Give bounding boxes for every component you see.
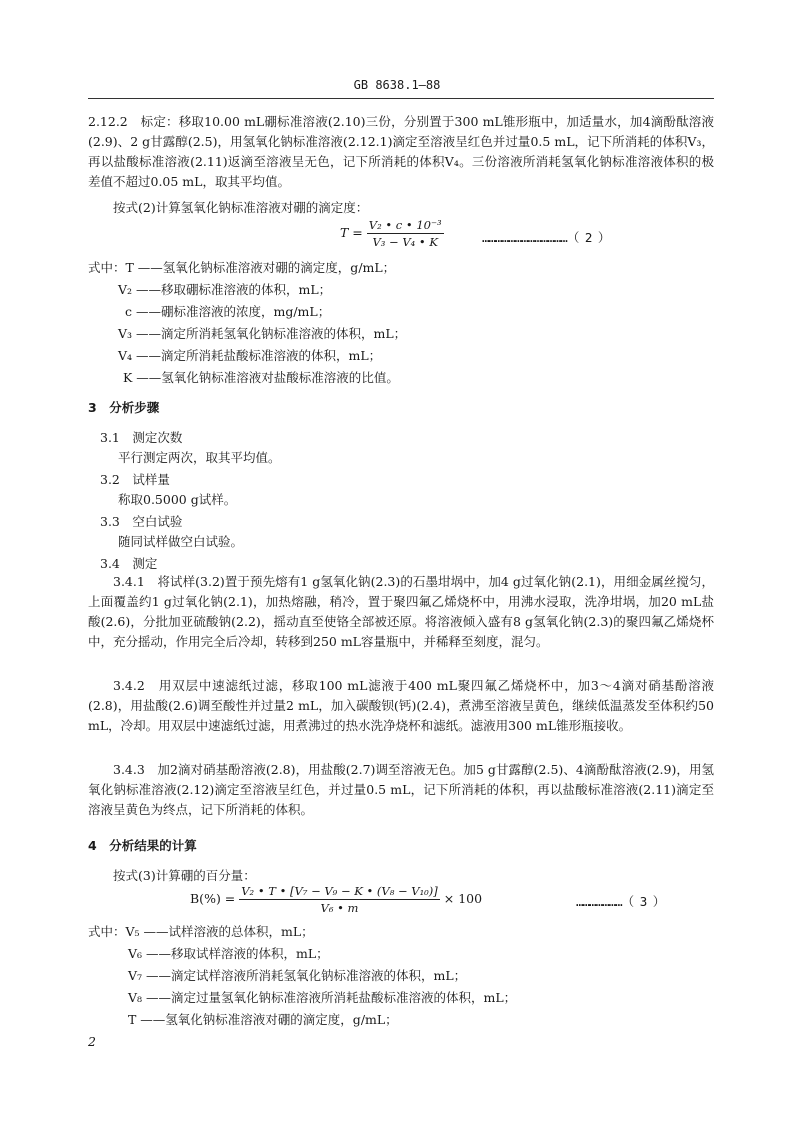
header-rule xyxy=(88,98,714,99)
where-3-line-2: V₆ ——移取试样溶液的体积，mL； xyxy=(128,946,329,961)
section-3-2-text: 称取0.5000 g试样。 xyxy=(118,492,237,507)
where-3-line-1: 式中：V₅ ——试样溶液的总体积，mL； xyxy=(88,924,314,939)
formula-2-numerator: V₂ • c • 10⁻³ xyxy=(368,218,442,232)
section-4-title: 4 分析结果的计算 xyxy=(88,838,197,853)
formula-3-fraction xyxy=(239,884,440,915)
section-3-1-text: 平行测定两次，取其平均值。 xyxy=(118,450,281,465)
section-3-4-2-text: 3.4.2 用双层中速滤纸过滤，移取100 mL滤液于400 mL聚四氟乙烯烧杯中，加3～4滴对硝基酚溶液(2.8)，用盐酸(2.6)调至酸性并过量2 mL，加入碳酸钡(钙)(2.4)，煮沸至溶液呈黄色，继续低温蒸发至体积约50 mL，冷却。用双层中速滤纸过滤，用煮沸过的热水洗净烧杯和滤纸。滤液用300 mL锥形瓶接收。 xyxy=(88,678,714,733)
formula-3-numerator: V₂ • T • [V₇ − V₉ − K • (V₈ − V₁₀)] xyxy=(241,884,438,898)
formula-3-number: …………………（ 3 ） xyxy=(576,894,665,909)
formula-2-number: …………………………………（ 2 ） xyxy=(482,230,610,245)
formula-3-tail: × 100 xyxy=(443,891,483,906)
formula-2-intro: 按式(2)计算氢氧化钠标准溶液对硼的滴定度： xyxy=(113,200,369,215)
formula-2-denominator: V₃ − V₄ • K xyxy=(372,235,438,249)
section-2-12-2-text: 2.12.2 标定：移取10.00 mL硼标准溶液(2.10)三份，分别置于300 mL锥形瓶中，加适量水，加4滴酚酞溶液(2.9)、2 g甘露醇(2.5)，用氢氧化钠标准溶液(2.12.1)滴定至溶液呈红色并过量0.5 mL，记下所消耗的体积V₃，再以盐酸标准溶液(2.11)返滴至溶液呈无色，记下所消耗的体积V₄。三份溶液所消耗氢氧化钠标准溶液体积的极差值不超过0.05 mL，取其平均值。 xyxy=(88,114,714,189)
where-3-line-5: T ——氢氧化钠标准溶液对硼的滴定度，g/mL； xyxy=(128,1012,398,1027)
section-3-4-3-text: 3.4.3 加2滴对硝基酚溶液(2.8)，用盐酸(2.7)调至溶液无色。加5 g甘露醇(2.5)、4滴酚酞溶液(2.9)，用氢氧化钠标准溶液(2.12)滴定至溶液呈红色，并过量0.5 mL，记下所消耗的体积，再以盐酸标准溶液(2.11)滴定至溶液呈黄色为终点，记下所消耗的体积。 xyxy=(88,762,714,817)
section-3-4-1-text: 3.4.1 将试样(3.2)置于预先熔有1 g氢氧化钠(2.3)的石墨坩埚中，加4 g过氧化钠(2.1)，用细金属丝搅匀，上面覆盖约1 g过氧化钠(2.1)，加热熔融，稍冷，置于聚四氟乙烯烧杯中，用沸水浸取，洗净坩埚，加20 mL盐酸(2.6)，分批加亚硫酸钠(2.2)，摇动直至使铬全部被还原。将溶液倾入盛有8 g氢氧化钠(2.3)的聚四氟乙烯烧杯中，充分摇动，作用完全后冷却，转移到250 mL容量瓶中，并稀释至刻度，混匀。 xyxy=(88,574,714,649)
where-3-line-4: V₈ ——滴定过量氢氧化钠标准溶液所消耗盐酸标准溶液的体积，mL； xyxy=(128,990,517,1005)
where-2-line-5: V₄ ——滴定所消耗盐酸标准溶液的体积，mL； xyxy=(118,348,382,363)
section-3-2-title: 3.2 试样量 xyxy=(100,472,170,487)
page-header-code: GB 8638.1—88 xyxy=(353,78,441,92)
where-3-line-3: V₇ ——滴定试样溶液所消耗氢氧化钠标准溶液的体积，mL； xyxy=(128,968,467,983)
where-2-line-6: K ——氢氧化钠标准溶液对盐酸标准溶液的比值。 xyxy=(123,370,399,385)
formula-2-fraction xyxy=(367,218,444,249)
section-3-3-title: 3.3 空白试验 xyxy=(100,514,183,529)
formula-3 xyxy=(190,884,482,915)
where-2-line-3: c ——硼标准溶液的浓度，mg/mL； xyxy=(125,304,331,319)
formula-2-lhs: T = xyxy=(340,225,363,240)
section-3-3-text: 随同试样做空白试验。 xyxy=(118,534,244,549)
formula-3-lhs: B(%) = xyxy=(190,891,236,906)
formula-3-intro: 按式(3)计算硼的百分量： xyxy=(113,868,256,883)
section-3-title: 3 分析步骤 xyxy=(88,400,160,415)
formula-2 xyxy=(340,218,444,249)
formula-3-denominator: V₆ • m xyxy=(320,901,359,915)
where-2-line-1: 式中：T ——氢氧化钠标准溶液对硼的滴定度，g/mL； xyxy=(88,260,396,275)
where-2-line-2: V₂ ——移取硼标准溶液的体积，mL； xyxy=(118,282,332,297)
section-3-4-title: 3.4 测定 xyxy=(100,556,158,571)
page-number: 2 xyxy=(88,1034,96,1049)
where-2-line-4: V₃ ——滴定所消耗氢氧化钠标准溶液的体积，mL； xyxy=(118,326,407,341)
section-3-1-title: 3.1 测定次数 xyxy=(100,430,183,445)
